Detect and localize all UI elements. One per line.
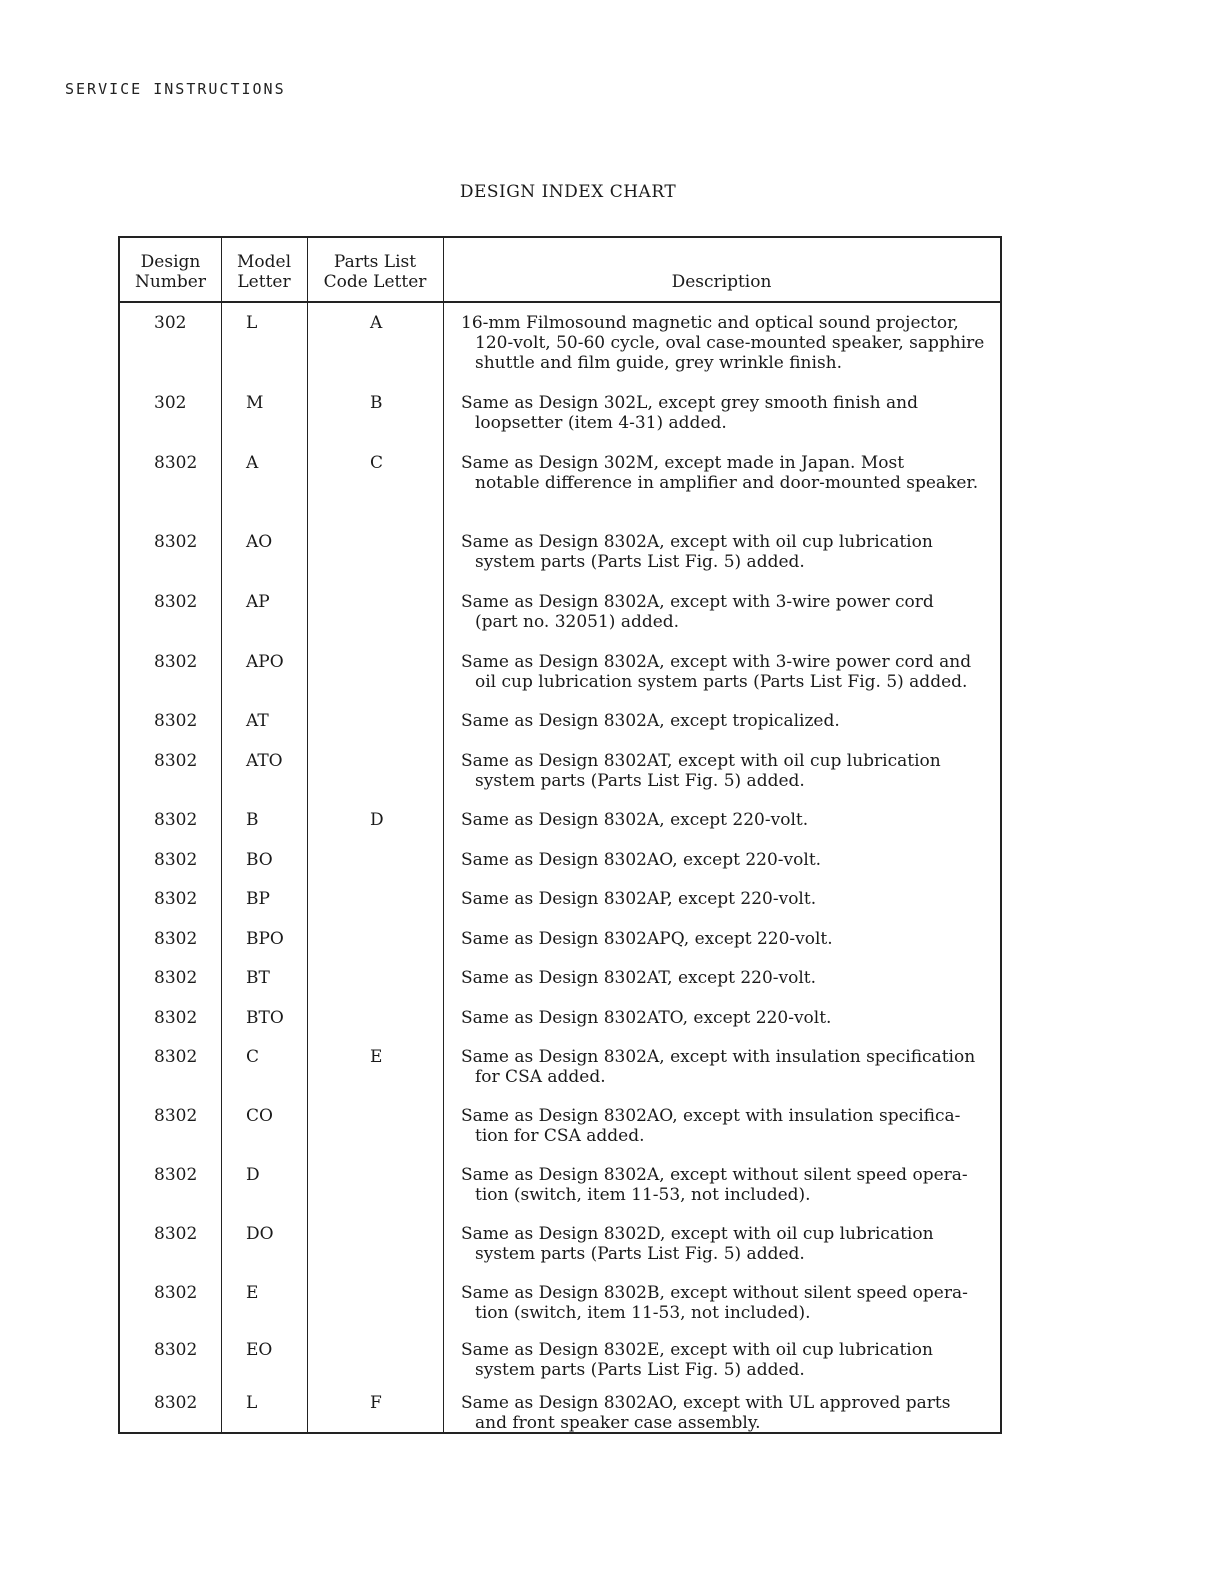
description-continuation: notable difference in amplifier and door-mounted speaker. <box>475 473 979 493</box>
description <box>461 393 996 433</box>
description-line: Same as Design 8302AT, except 220-volt. <box>461 968 817 988</box>
description <box>461 1047 996 1087</box>
header-design-number <box>120 252 221 292</box>
description-continuation: loopsetter (item 4-31) added. <box>475 413 727 433</box>
design-number: 8302 <box>154 453 198 473</box>
description-line: Same as Design 8302AT, except with oil cup lubrication <box>461 751 941 771</box>
description-continuation: for CSA added. <box>475 1067 606 1087</box>
design-number: 8302 <box>154 889 198 909</box>
description-continuation: tion (switch, item 11-53, not included). <box>475 1303 811 1323</box>
design-number: 8302 <box>154 711 198 731</box>
design-number: 8302 <box>154 652 198 672</box>
description-continuation: tion (switch, item 11-53, not included). <box>475 1185 811 1205</box>
chart-title: DESIGN INDEX CHART <box>459 182 677 202</box>
description <box>461 313 996 373</box>
header-parts-list-code <box>307 252 443 292</box>
parts-list-code: D <box>370 810 384 830</box>
model-letter: L <box>246 313 258 333</box>
description-line: 16-mm Filmosound magnetic and optical sound projector, <box>461 313 959 333</box>
design-number: 8302 <box>154 1165 198 1185</box>
description-continuation: system parts (Parts List Fig. 5) added. <box>475 771 805 791</box>
header-line: Number <box>134 272 206 292</box>
header-line: Parts List <box>333 252 417 272</box>
description-line: Same as Design 8302A, except with oil cup lubrication <box>461 532 933 552</box>
design-number: 8302 <box>154 1393 198 1413</box>
header-line: Code Letter <box>323 272 427 292</box>
model-letter: APO <box>246 652 284 672</box>
description <box>461 711 996 731</box>
design-number: 8302 <box>154 1106 198 1126</box>
model-letter: CO <box>246 1106 273 1126</box>
description <box>461 1340 996 1380</box>
description-line: Same as Design 8302AO, except with UL approved parts <box>461 1393 951 1413</box>
model-letter: AO <box>246 532 273 552</box>
description-continuation: system parts (Parts List Fig. 5) added. <box>475 1360 805 1380</box>
description <box>461 1283 996 1323</box>
model-letter: BPO <box>246 929 284 949</box>
model-letter: A <box>246 453 259 473</box>
design-number: 302 <box>154 313 187 333</box>
description-continuation: oil cup lubrication system parts (Parts List Fig. 5) added. <box>475 672 968 692</box>
description-line: Same as Design 8302A, except tropicalized. <box>461 711 840 731</box>
design-number: 302 <box>154 393 187 413</box>
description <box>461 1008 996 1028</box>
description <box>461 652 996 692</box>
model-letter: AT <box>246 711 269 731</box>
design-number: 8302 <box>154 968 198 988</box>
model-letter: E <box>246 1283 259 1303</box>
description <box>461 929 996 949</box>
description-continuation: 120-volt, 50-60 cycle, oval case-mounted speaker, sapphire shuttle and film guide, grey wrinkle finish. <box>475 333 985 373</box>
description <box>461 889 996 909</box>
model-letter: BP <box>246 889 270 909</box>
description-line: Same as Design 8302A, except 220-volt. <box>461 810 809 830</box>
design-number: 8302 <box>154 1008 198 1028</box>
description-line: Same as Design 302L, except grey smooth finish and <box>461 393 918 413</box>
parts-list-code: C <box>370 453 384 473</box>
design-number: 8302 <box>154 810 198 830</box>
parts-list-code: B <box>370 393 383 413</box>
description-continuation: tion for CSA added. <box>475 1126 645 1146</box>
page-header: SERVICE INSTRUCTIONS <box>65 80 286 98</box>
description-line: Same as Design 8302A, except with 3-wire power cord and <box>461 652 972 672</box>
description-line: Same as Design 302M, except made in Japan. Most <box>461 453 905 473</box>
model-letter: BT <box>246 968 270 988</box>
design-number: 8302 <box>154 1224 198 1244</box>
parts-list-code: E <box>370 1047 383 1067</box>
description-line: Same as Design 8302APQ, except 220-volt. <box>461 929 833 949</box>
design-number: 8302 <box>154 850 198 870</box>
parts-list-code: F <box>370 1393 382 1413</box>
description-continuation: and front speaker case assembly. <box>475 1413 761 1433</box>
description <box>461 751 996 791</box>
description-line: Same as Design 8302ATO, except 220-volt. <box>461 1008 832 1028</box>
header-description: Description <box>671 272 772 292</box>
description-line: Same as Design 8302A, except with insulation specification <box>461 1047 976 1067</box>
design-index-table <box>118 236 1002 1434</box>
header-line: Model <box>236 252 292 272</box>
description <box>461 592 996 632</box>
description <box>461 810 996 830</box>
column-divider <box>307 238 308 1432</box>
header-divider <box>120 301 1000 303</box>
header-line: Letter <box>237 272 291 292</box>
description <box>461 1224 996 1264</box>
design-number: 8302 <box>154 1047 198 1067</box>
description-continuation: system parts (Parts List Fig. 5) added. <box>475 552 805 572</box>
design-number: 8302 <box>154 1283 198 1303</box>
description-line: Same as Design 8302D, except with oil cup lubrication <box>461 1224 934 1244</box>
model-letter: EO <box>246 1340 273 1360</box>
model-letter: L <box>246 1393 258 1413</box>
description <box>461 1106 996 1146</box>
design-number: 8302 <box>154 929 198 949</box>
column-divider <box>221 238 222 1432</box>
description-line: Same as Design 8302B, except without silent speed opera- <box>461 1283 968 1303</box>
description-line: Same as Design 8302AO, except with insulation specifica- <box>461 1106 961 1126</box>
description-line: Same as Design 8302A, except without silent speed opera- <box>461 1165 968 1185</box>
model-letter: DO <box>246 1224 274 1244</box>
header-line: Design <box>140 252 201 272</box>
design-number: 8302 <box>154 592 198 612</box>
design-number: 8302 <box>154 1340 198 1360</box>
description-continuation: system parts (Parts List Fig. 5) added. <box>475 1244 805 1264</box>
description-line: Same as Design 8302AP, except 220-volt. <box>461 889 817 909</box>
column-divider <box>443 238 444 1432</box>
design-number: 8302 <box>154 532 198 552</box>
description <box>461 532 996 572</box>
model-letter: B <box>246 810 259 830</box>
model-letter: BTO <box>246 1008 284 1028</box>
description-line: Same as Design 8302E, except with oil cup lubrication <box>461 1340 933 1360</box>
model-letter: D <box>246 1165 260 1185</box>
model-letter: ATO <box>246 751 283 771</box>
description <box>461 453 996 493</box>
header-model-letter <box>221 252 307 292</box>
model-letter: C <box>246 1047 260 1067</box>
description <box>461 968 996 988</box>
description-continuation: (part no. 32051) added. <box>475 612 680 632</box>
design-number: 8302 <box>154 751 198 771</box>
description <box>461 850 996 870</box>
parts-list-code: A <box>370 313 383 333</box>
model-letter: BO <box>246 850 273 870</box>
description <box>461 1393 996 1433</box>
model-letter: M <box>246 393 264 413</box>
description-line: Same as Design 8302A, except with 3-wire power cord <box>461 592 934 612</box>
description <box>461 1165 996 1205</box>
description-line: Same as Design 8302AO, except 220-volt. <box>461 850 822 870</box>
model-letter: AP <box>246 592 270 612</box>
